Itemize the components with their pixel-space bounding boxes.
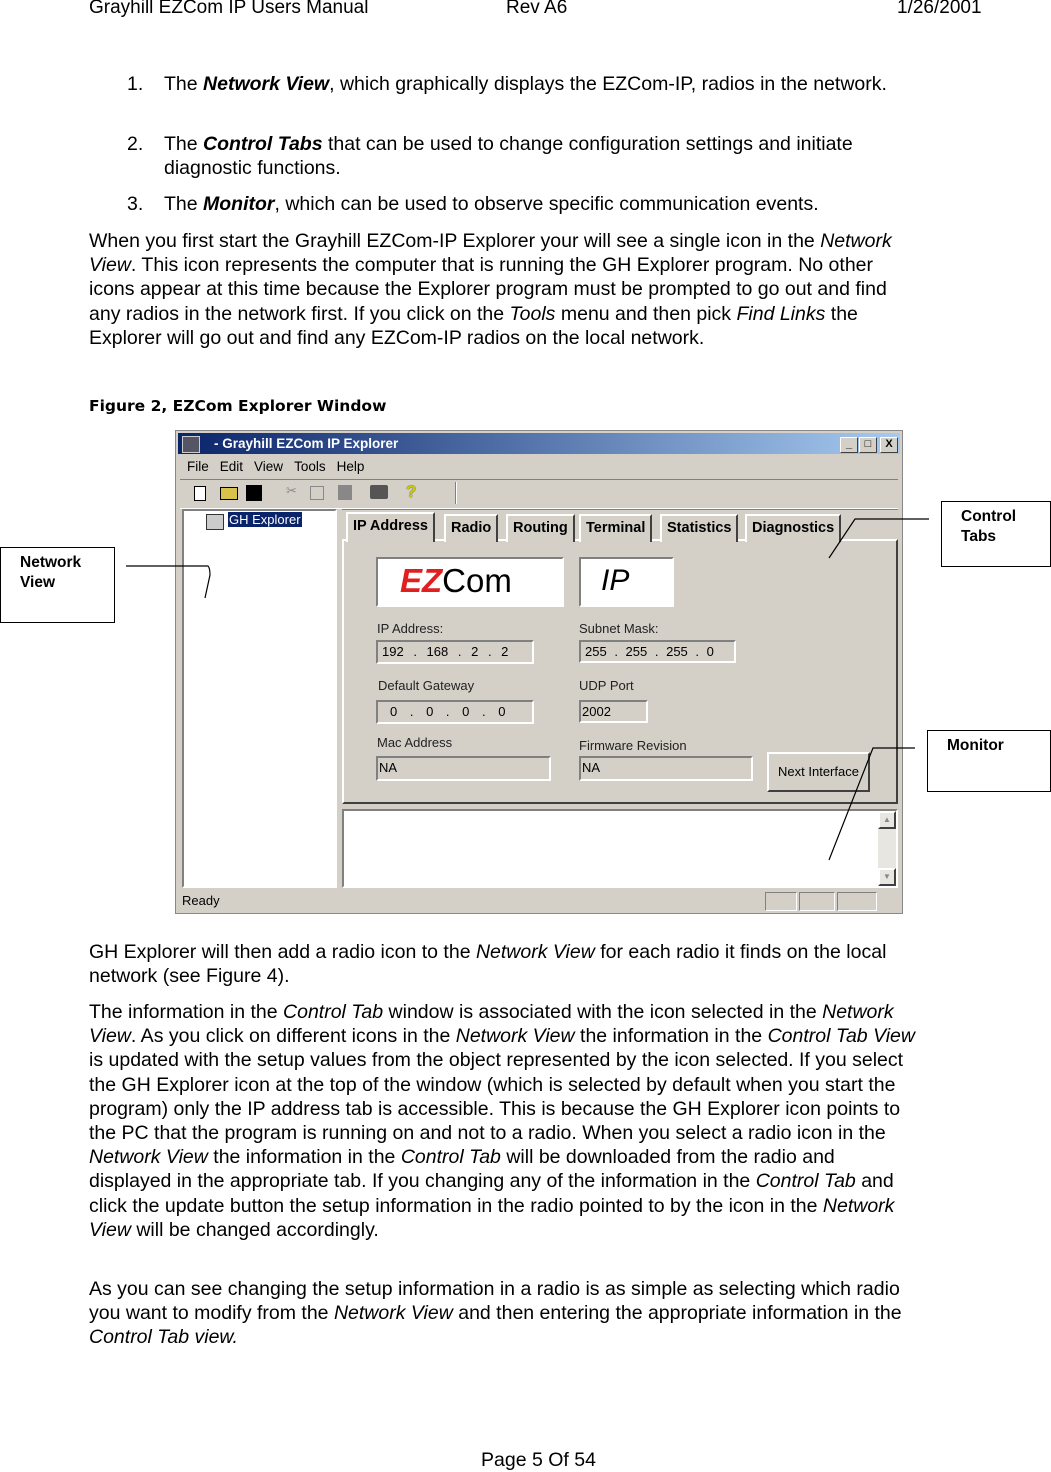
text-run: that can be used to change configuration settings and initiate diagnostic functions. xyxy=(164,133,853,180)
window-title: - Grayhill EZCom IP Explorer xyxy=(214,436,399,451)
text-run: The information in the xyxy=(89,1001,284,1023)
text-run: for each radio it finds on the local network (see Figure 4). xyxy=(89,941,887,988)
paragraph-network-view xyxy=(89,940,919,988)
menu-file[interactable]: File xyxy=(187,459,209,474)
emphasis-text: Control Tab xyxy=(283,1001,384,1023)
text-run: . As you click on different icons in the xyxy=(130,1025,456,1048)
ip-logo: IP xyxy=(579,557,674,607)
header-date: 1/26/2001 xyxy=(897,0,982,18)
text-run: GH Explorer will then add a radio icon to the xyxy=(89,941,476,963)
text-run: is updated with the setup values from the object represented by the icon selected. If you select the GH Explorer icon at the top of the window (which is selected by default when you start the program) only the IP address tab is accessible. This is because the GH Explorer icon points to the PC that the program is running on and not to a radio. When you select a radio icon in the xyxy=(89,1049,904,1145)
menu-tools[interactable]: Tools xyxy=(294,459,326,474)
paragraph-control-tab xyxy=(89,1000,919,1242)
emphasis-text: Network View xyxy=(333,1302,453,1325)
close-button[interactable]: X xyxy=(880,437,898,453)
tab-terminal[interactable]: Terminal xyxy=(579,514,652,542)
menu-help[interactable]: Help xyxy=(336,459,365,474)
tab-statistics[interactable]: Statistics xyxy=(660,514,738,542)
text-run: the Explorer will go out and find any EZCom-IP radios on the local network. xyxy=(89,302,858,349)
ezcom-logo: EZCom xyxy=(376,557,564,607)
tree-item-gh-explorer[interactable]: GH Explorer xyxy=(229,512,301,527)
menu-edit[interactable]: Edit xyxy=(219,459,244,474)
text-run: , which graphically displays the EZCom-IP, radios in the network. xyxy=(329,73,887,95)
menu-view[interactable]: View xyxy=(254,459,284,474)
callout-monitor: Monitor xyxy=(927,730,1051,792)
mac-address-label: Mac Address xyxy=(377,735,453,750)
emphasis-text: Network View xyxy=(89,230,892,277)
scroll-up-button[interactable]: ▲ xyxy=(878,811,896,829)
text-run: will be downloaded from the radio and displayed in the appropriate tab. If you changing any of the information in the xyxy=(89,1146,835,1193)
status-text: Ready xyxy=(182,893,220,908)
text-run: , which can be used to observe specific communication events. xyxy=(274,193,819,215)
list-number: 3. xyxy=(127,193,144,215)
list-number: 2. xyxy=(127,133,144,155)
emphasis-text: Network View xyxy=(455,1025,575,1048)
help-icon[interactable]: ? xyxy=(406,482,417,501)
emphasis-text: Control Tab xyxy=(400,1146,501,1169)
text-run: The xyxy=(164,73,204,95)
tab-routing[interactable]: Routing xyxy=(506,514,575,542)
paragraph-summary xyxy=(89,1277,919,1350)
emphasis-text: Control Tab xyxy=(755,1170,856,1193)
callout-control-tabs: Control Tabs xyxy=(941,501,1051,567)
header-title: Grayhill EZCom IP Users Manual xyxy=(89,0,369,18)
text-run: When you first start the Grayhill EZCom-IP Explorer your will see a single icon in the xyxy=(89,230,821,252)
emphasis-text: Control Tabs xyxy=(203,133,323,155)
tab-ip-address[interactable]: IP Address xyxy=(346,512,435,542)
text-run: As you can see changing the setup information in a radio is as simple as selecting which radio you want to modify from the xyxy=(89,1278,900,1325)
text-run: and then entering the appropriate information in the xyxy=(452,1302,902,1325)
emphasis-text: Tools xyxy=(509,302,556,325)
firmware-revision-field[interactable]: NA xyxy=(579,756,753,781)
mac-address-field[interactable]: NA xyxy=(376,756,551,781)
tab-diagnostics[interactable]: Diagnostics xyxy=(745,514,841,542)
firmware-revision-label: Firmware Revision xyxy=(579,738,687,753)
cut-icon[interactable]: ✂ xyxy=(286,483,297,498)
figure-caption: Figure 2, EZCom Explorer Window xyxy=(89,397,387,415)
text-run: window is associated with the icon selected in the xyxy=(383,1001,823,1023)
text-run: the information in the xyxy=(207,1146,401,1169)
default-gateway-field[interactable]: 0 . 0 . 0 . 0 xyxy=(376,700,534,724)
page-footer: Page 5 Of 54 xyxy=(481,1449,596,1471)
maximize-button[interactable]: □ xyxy=(859,437,877,453)
control-tabs-leader xyxy=(829,519,929,558)
text-run: will be changed accordingly. xyxy=(130,1218,379,1241)
default-gateway-label: Default Gateway xyxy=(378,678,475,693)
text-run: menu and then pick xyxy=(555,302,737,325)
network-view-leader xyxy=(126,566,210,598)
emphasis-text: Network View xyxy=(89,1001,894,1048)
udp-port-field[interactable]: 2002 xyxy=(579,700,648,723)
emphasis-text: Network View xyxy=(89,1146,208,1169)
emphasis-text: Find Links xyxy=(736,302,826,325)
udp-port-label: UDP Port xyxy=(579,678,634,693)
text-run: the information in the xyxy=(574,1025,768,1048)
text-run: and click the update button the setup information in the radio pointed to by the icon in the xyxy=(89,1170,894,1217)
minimize-button[interactable]: _ xyxy=(840,437,858,453)
emphasis-text: Network View xyxy=(203,73,330,95)
ip-address-label: IP Address: xyxy=(377,621,444,636)
callout-network-view: Network View xyxy=(0,547,115,623)
list-number: 1. xyxy=(127,73,144,95)
text-run: The xyxy=(164,193,204,215)
emphasis-text: Network View xyxy=(89,1194,895,1241)
emphasis-text: Network View xyxy=(475,941,595,963)
emphasis-text: Control Tab View xyxy=(767,1025,915,1048)
subnet-mask-field[interactable]: 255 . 255 . 255 . 0 xyxy=(579,640,736,663)
next-interface-button[interactable]: Next Interface xyxy=(767,752,870,792)
emphasis-text: Control Tab view. xyxy=(89,1326,238,1349)
emphasis-text: Monitor xyxy=(203,193,275,215)
header-revision: Rev A6 xyxy=(506,0,568,18)
subnet-mask-label: Subnet Mask: xyxy=(579,621,659,636)
monitor-leader xyxy=(829,748,915,860)
scroll-down-button[interactable]: ▼ xyxy=(878,868,896,886)
tab-radio[interactable]: Radio xyxy=(444,514,498,542)
text-run: . This icon represents the computer that is running the GH Explorer program. No other icons appear at this time because the Explorer program must be prompted to go out and find any radios in the network first. If you click on the xyxy=(89,254,887,325)
text-run: The xyxy=(164,133,204,155)
ip-address-field[interactable]: 192 . 168 . 2 . 2 xyxy=(376,640,534,664)
